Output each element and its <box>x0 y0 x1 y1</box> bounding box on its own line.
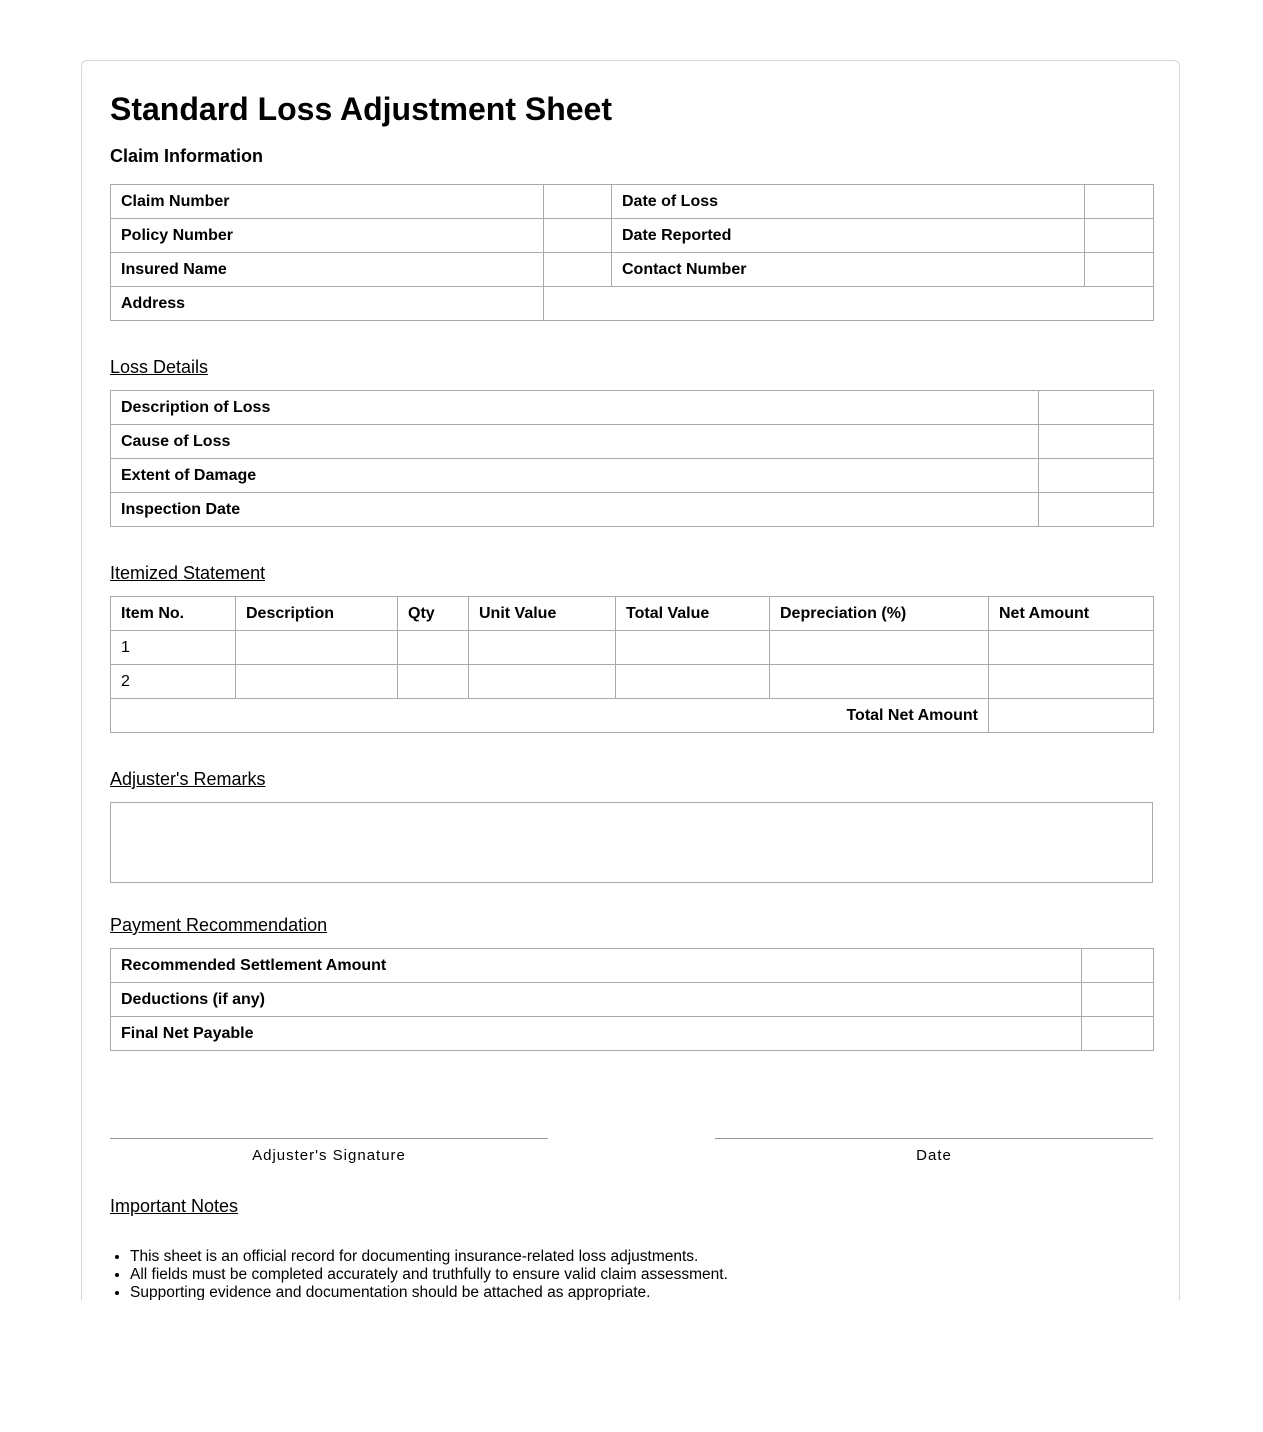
date-signature-label: Date <box>916 1147 952 1164</box>
policy-number-field[interactable] <box>544 219 612 253</box>
remarks-heading: Adjuster's Remarks <box>110 769 266 789</box>
extent-of-damage-field[interactable] <box>1039 459 1154 493</box>
col-header-qty: Qty <box>398 597 469 631</box>
table-row <box>111 949 1154 983</box>
claim-number-field[interactable] <box>544 185 612 219</box>
table-row <box>111 253 1154 287</box>
total-value-cell[interactable] <box>616 631 770 665</box>
loss-details-heading: Loss Details <box>110 357 209 377</box>
table-row <box>111 391 1154 425</box>
claim-info-table <box>110 184 1154 321</box>
contact-number-label: Contact Number <box>612 253 1085 287</box>
deductions-field[interactable] <box>1082 983 1154 1017</box>
table-row <box>111 459 1154 493</box>
remarks-box[interactable] <box>110 802 1153 883</box>
adjuster-signature-line[interactable] <box>110 1138 548 1139</box>
form-sheet <box>81 60 1180 1300</box>
depreciation-cell[interactable] <box>770 665 989 699</box>
table-header-row <box>111 597 1154 631</box>
date-signature-line[interactable] <box>715 1138 1153 1139</box>
date-reported-field[interactable] <box>1085 219 1154 253</box>
claim-info-heading: Claim Information <box>110 146 264 166</box>
adjuster-signature-label: Adjuster's Signature <box>252 1147 406 1164</box>
date-of-loss-label: Date of Loss <box>612 185 1085 219</box>
total-row <box>111 699 1154 733</box>
col-header-description: Description <box>236 597 398 631</box>
inspection-date-field[interactable] <box>1039 493 1154 527</box>
table-row <box>111 631 1154 665</box>
table-row <box>111 219 1154 253</box>
item-no-cell: 2 <box>111 665 236 699</box>
inspection-date-label: Inspection Date <box>111 493 1039 527</box>
total-net-amount-label: Total Net Amount <box>111 699 989 733</box>
net-amount-cell[interactable] <box>989 665 1154 699</box>
final-net-payable-label: Final Net Payable <box>111 1017 1082 1051</box>
recommended-settlement-label: Recommended Settlement Amount <box>111 949 1082 983</box>
col-header-item-no: Item No. <box>111 597 236 631</box>
address-field[interactable] <box>544 287 1154 321</box>
table-row <box>111 425 1154 459</box>
total-net-amount-field[interactable] <box>989 699 1154 733</box>
cause-of-loss-label: Cause of Loss <box>111 425 1039 459</box>
date-of-loss-field[interactable] <box>1085 185 1154 219</box>
table-row <box>111 493 1154 527</box>
itemized-table <box>110 596 1154 733</box>
notes-heading: Important Notes <box>110 1196 239 1216</box>
contact-number-field[interactable] <box>1085 253 1154 287</box>
list-item: • This sheet is an official record for documenting insurance-related loss adjustments. <box>130 1248 728 1266</box>
page-title: Standard Loss Adjustment Sheet <box>110 91 612 127</box>
table-row <box>111 287 1154 321</box>
table-row <box>111 1017 1154 1051</box>
qty-cell[interactable] <box>398 631 469 665</box>
address-label: Address <box>111 287 544 321</box>
description-cell[interactable] <box>236 631 398 665</box>
col-header-total-value: Total Value <box>616 597 770 631</box>
loss-details-table <box>110 390 1154 527</box>
col-header-unit-value: Unit Value <box>469 597 616 631</box>
table-row <box>111 665 1154 699</box>
itemized-heading: Itemized Statement <box>110 563 266 583</box>
table-row <box>111 185 1154 219</box>
description-of-loss-field[interactable] <box>1039 391 1154 425</box>
unit-value-cell[interactable] <box>469 631 616 665</box>
extent-of-damage-label: Extent of Damage <box>111 459 1039 493</box>
total-value-cell[interactable] <box>616 665 770 699</box>
list-item: • All fields must be completed accurately and truthfully to ensure valid claim assessment. <box>130 1266 728 1284</box>
cause-of-loss-field[interactable] <box>1039 425 1154 459</box>
item-no-cell: 1 <box>111 631 236 665</box>
net-amount-cell[interactable] <box>989 631 1154 665</box>
date-reported-label: Date Reported <box>612 219 1085 253</box>
policy-number-label: Policy Number <box>111 219 544 253</box>
claim-number-label: Claim Number <box>111 185 544 219</box>
final-net-payable-field[interactable] <box>1082 1017 1154 1051</box>
col-header-depreciation: Depreciation (%) <box>770 597 989 631</box>
table-row <box>111 983 1154 1017</box>
payment-heading: Payment Recommendation <box>110 915 328 935</box>
insured-name-field[interactable] <box>544 253 612 287</box>
recommended-settlement-field[interactable] <box>1082 949 1154 983</box>
list-item: • Supporting evidence and documentation should be attached as appropriate. <box>130 1284 728 1300</box>
unit-value-cell[interactable] <box>469 665 616 699</box>
description-of-loss-label: Description of Loss <box>111 391 1039 425</box>
depreciation-cell[interactable] <box>770 631 989 665</box>
qty-cell[interactable] <box>398 665 469 699</box>
payment-table <box>110 948 1154 1051</box>
notes-list <box>110 1248 728 1300</box>
deductions-label: Deductions (if any) <box>111 983 1082 1017</box>
insured-name-label: Insured Name <box>111 253 544 287</box>
col-header-net-amount: Net Amount <box>989 597 1154 631</box>
description-cell[interactable] <box>236 665 398 699</box>
